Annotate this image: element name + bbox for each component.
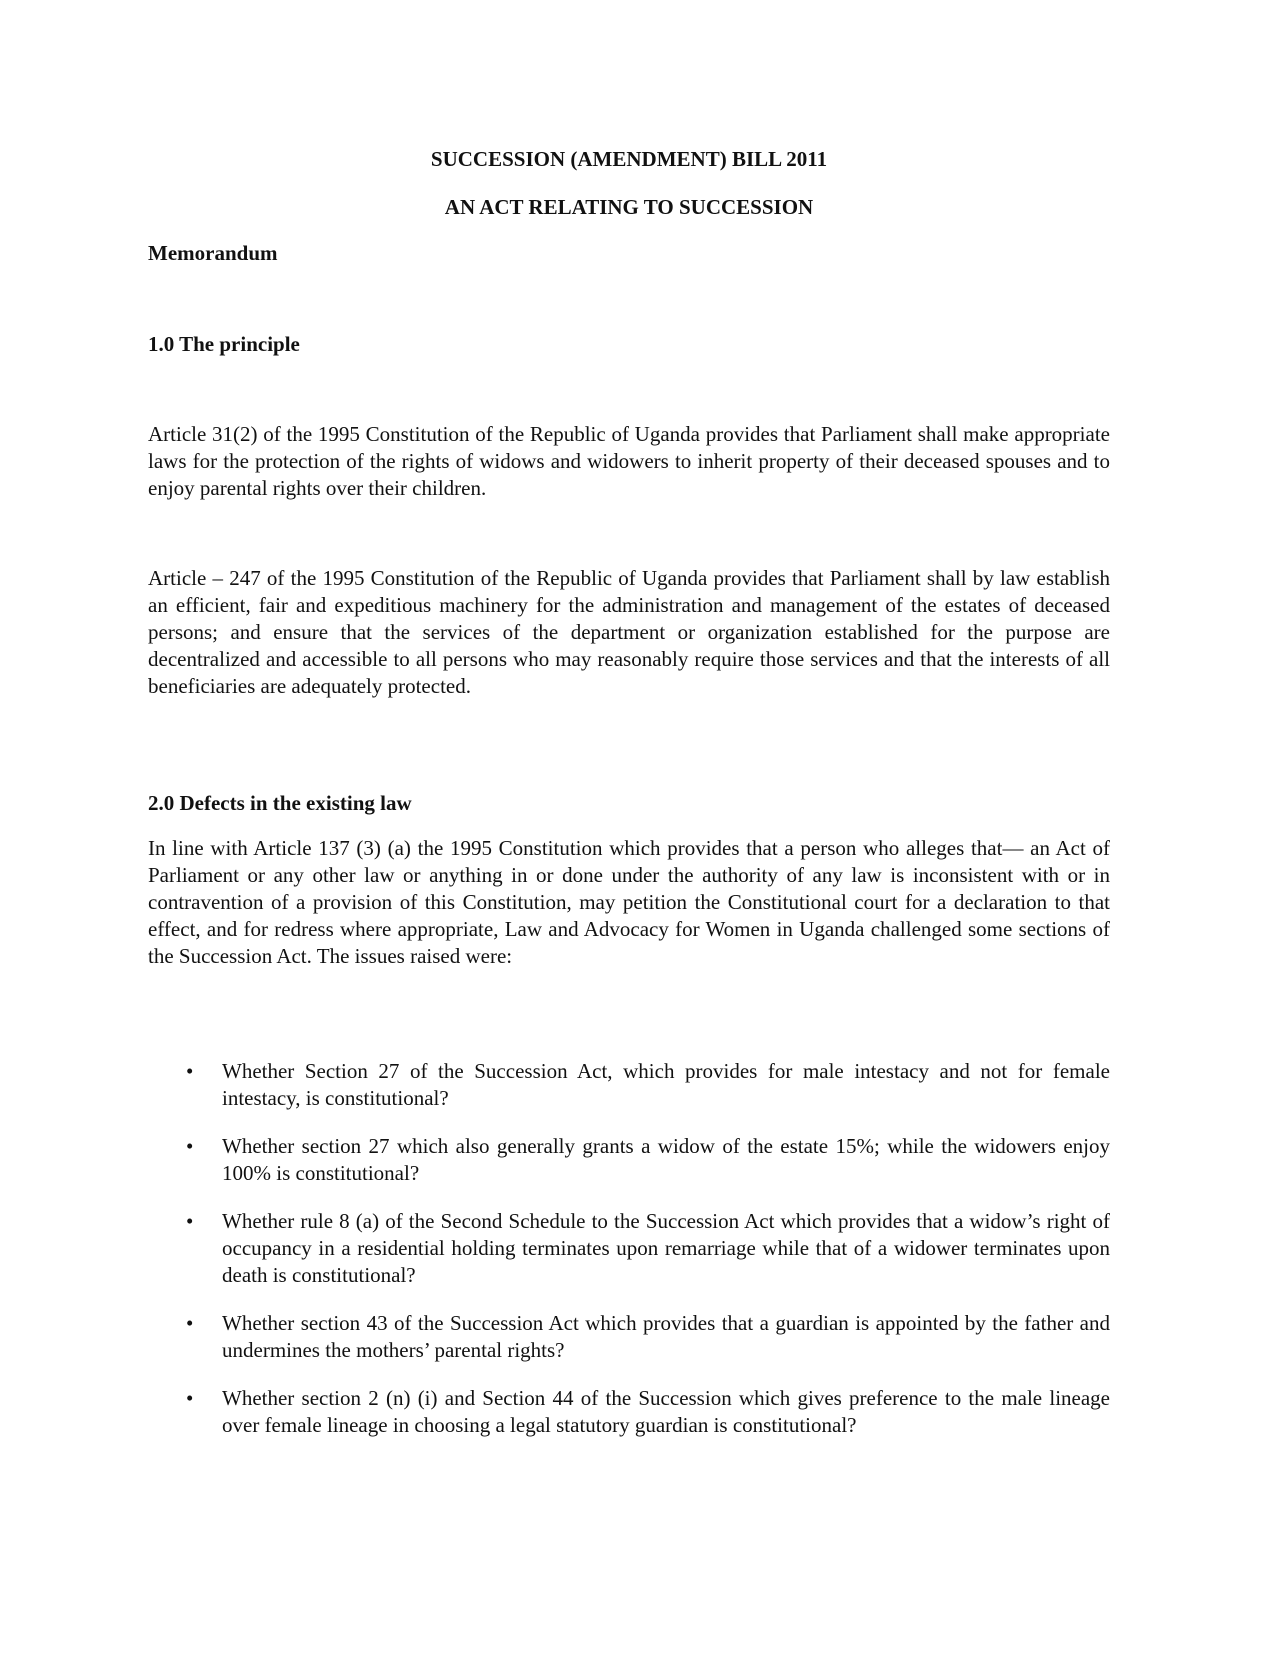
issue-text: Whether section 27 which also generally grants a widow of the estate 15%; while the widowers enjoy 100% is constitutional?	[222, 1134, 1110, 1185]
issue-text: Whether section 43 of the Succession Act which provides that a guardian is appointed by the father and undermines the mothers’ parental rights?	[222, 1311, 1110, 1362]
issue-text: Whether rule 8 (a) of the Second Schedule to the Succession Act which provides that a widow’s right of occupancy in a residential holding terminates upon remarriage while that of a widower terminates upon death is constitutional?	[222, 1209, 1110, 1287]
issue-text: Whether section 2 (n) (i) and Section 44 of the Succession which gives preference to the male lineage over female lineage in choosing a legal statutory guardian is constitutional?	[222, 1386, 1110, 1437]
list-item	[148, 1058, 1110, 1112]
issue-text: Whether Section 27 of the Succession Act, which provides for male intestacy and not for female intestacy, is constitutional?	[222, 1059, 1110, 1110]
list-item	[148, 1208, 1110, 1289]
bullet-icon: •	[186, 1209, 194, 1233]
memorandum-label: Memorandum	[148, 241, 278, 265]
section-1-paragraph-2: Article – 247 of the 1995 Constitution of the Republic of Uganda provides that Parliament shall by law establish an efficient, fair and expeditious machinery for the administration and management of the estates of deceased persons; and ensure that the services of the department or organization established for the purpose are decentralized and accessible to all persons who may reasonably require those services and that the interests of all beneficiaries are adequately protected.	[148, 566, 1110, 698]
bullet-icon: •	[186, 1134, 194, 1158]
list-item	[148, 1385, 1110, 1439]
section-1-paragraph-1: Article 31(2) of the 1995 Constitution of the Republic of Uganda provides that Parliament shall make appropriate laws for the protection of the rights of widows and widowers to inherit property of their deceased spouses and to enjoy parental rights over their children.	[148, 422, 1110, 500]
document-subtitle: AN ACT RELATING TO SUCCESSION	[444, 195, 814, 219]
bullet-icon: •	[186, 1311, 194, 1335]
document-title: SUCCESSION (AMENDMENT) BILL 2011	[430, 147, 828, 171]
issues-list	[148, 1058, 1110, 1460]
section-2-heading: 2.0 Defects in the existing law	[148, 791, 412, 815]
bullet-icon: •	[186, 1386, 194, 1410]
section-2-paragraph: In line with Article 137 (3) (a) the 1995 Constitution which provides that a person who alleges that— an Act of Parliament or any other law or anything in or done under the authority of any law is inconsistent with or in contravention of a provision of this Constitution, may petition the Constitutional court for a declaration to that effect, and for redress where appropriate, Law and Advocacy for Women in Uganda challenged some sections of the Succession Act. The issues raised were:	[148, 836, 1110, 968]
section-1-heading: 1.0 The principle	[148, 332, 300, 356]
list-item	[148, 1310, 1110, 1364]
list-item	[148, 1133, 1110, 1187]
bullet-icon: •	[186, 1059, 194, 1083]
